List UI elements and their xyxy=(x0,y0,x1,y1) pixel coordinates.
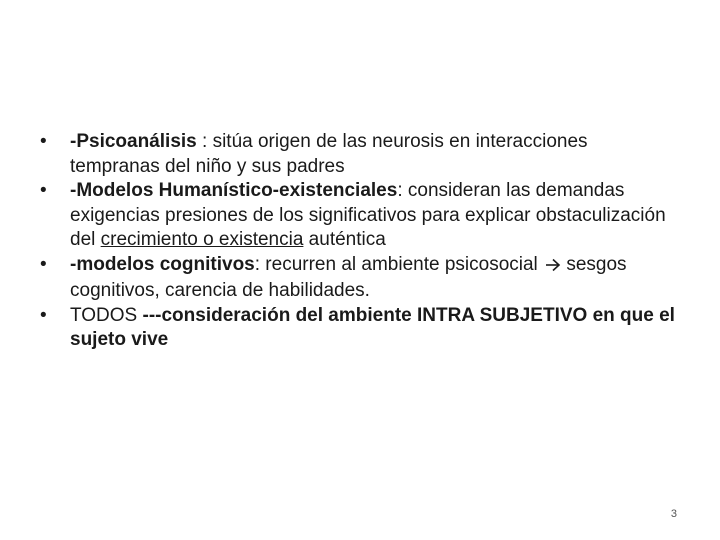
bullet-text: : sitúa origen de las neurosis en interacciones tempranas del niño y sus padres xyxy=(70,131,588,177)
bullet-list xyxy=(40,130,680,353)
bullet-term: -Modelos Humanístico-existenciales xyxy=(70,180,398,201)
bullet-text: : consideran las demandas exigencias presiones de los significativos para explicar obstaculización del xyxy=(70,180,666,250)
bullet-text-after: sesgos cognitivos, carencia de habilidades. xyxy=(70,253,627,301)
page-number: 3 xyxy=(670,508,677,520)
bullet-item-todos xyxy=(40,304,680,353)
right-arrow-icon xyxy=(545,255,561,280)
bullet-term: -Psicoanálisis xyxy=(70,131,197,152)
bullet-plain-start: TODOS xyxy=(70,304,143,326)
bullet-text: : recurren al ambiente psicosocial xyxy=(254,253,544,275)
bullet-term: ---consideración del ambiente INTRA SUBJETIVO en que el sujeto vive xyxy=(70,304,675,350)
bullet-dot: • xyxy=(40,253,47,275)
bullet-dot: • xyxy=(40,304,47,326)
bullet-text-after: auténtica xyxy=(303,229,386,250)
bullet-item-humanistico xyxy=(40,179,680,253)
bullet-dot: • xyxy=(40,131,47,152)
bullet-item-cognitivos xyxy=(40,253,680,304)
bullet-item-psicoanalisis xyxy=(40,130,680,179)
bullet-dot: • xyxy=(40,180,47,201)
bullet-term: -modelos cognitivos xyxy=(70,253,255,275)
bullet-underlined-text: crecimiento o existencia xyxy=(100,229,304,250)
